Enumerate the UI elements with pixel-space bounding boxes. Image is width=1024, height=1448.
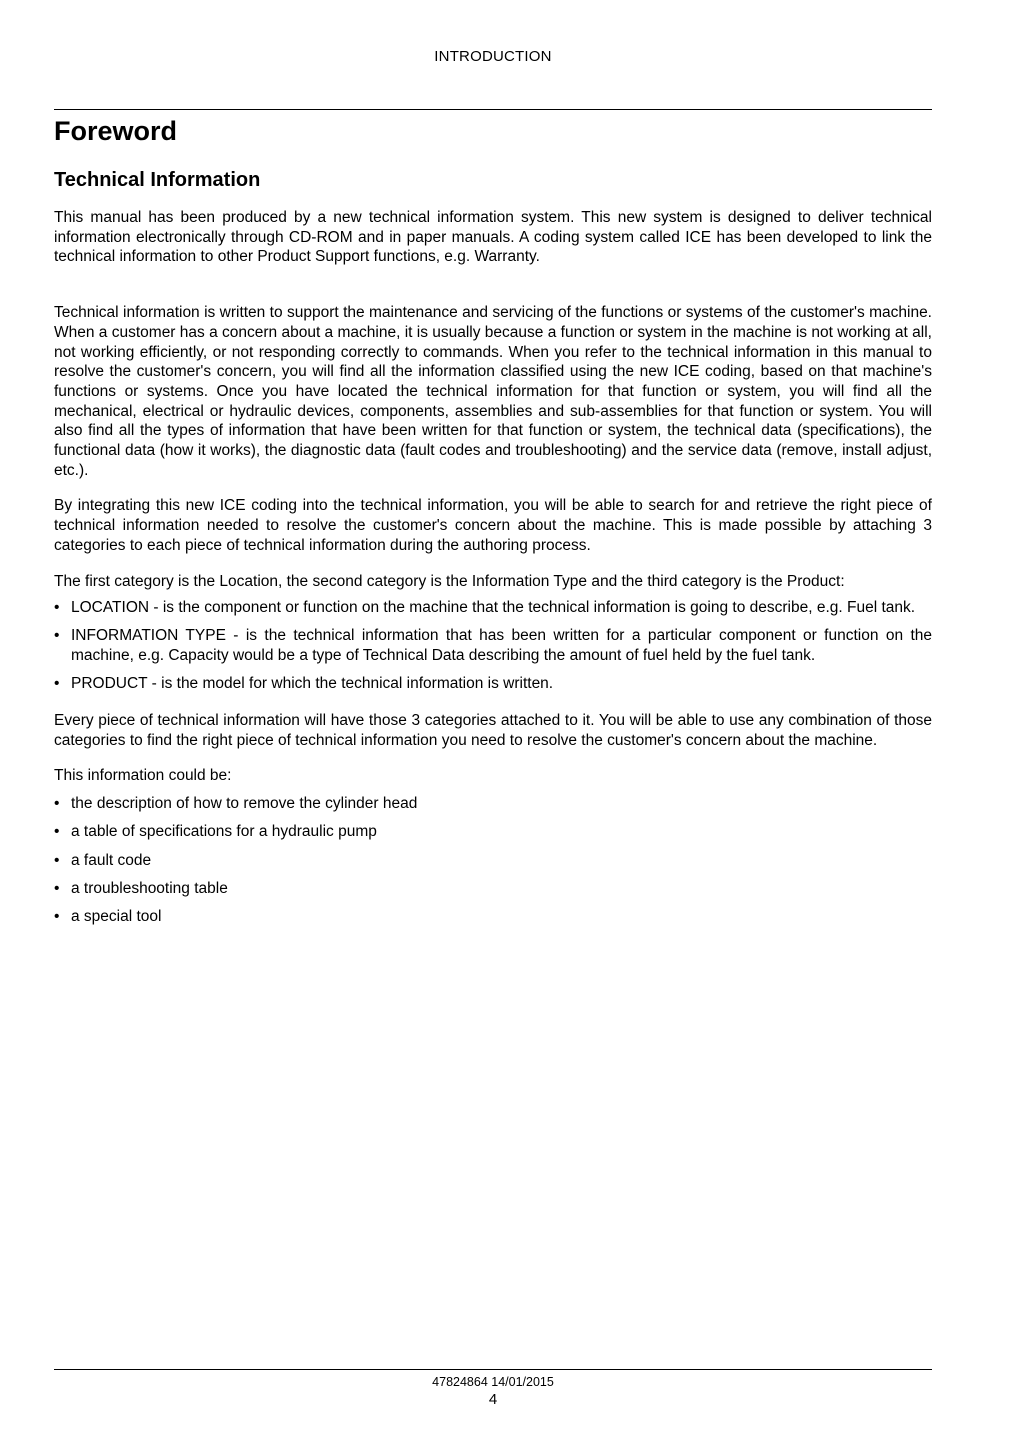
paragraph: This manual has been produced by a new technical information system. This new system is designed to deliver technical information electronically through CD-ROM and in paper manuals. A coding system called ICE has been developed to link the technical information to other Product Support functions, e.g. Warranty. [54,209,932,266]
list-item [54,794,932,814]
bullet-icon: • [54,675,60,693]
bullet-icon: • [54,795,60,813]
list-item-text: INFORMATION TYPE - is the technical information that has been written for a particular component or function on the machine, e.g. Capacity would be a type of Technical Data describing the amount of fuel held by the fuel tank. [71,627,932,665]
list-item-text: the description of how to remove the cylinder head [71,795,418,813]
list-item-text: a special tool [71,908,162,926]
header-rule [54,109,932,110]
list-item [54,822,932,842]
section-title: Technical Information [54,169,261,191]
bullet-icon: • [54,880,60,898]
bullet-icon: • [54,851,60,869]
list-item-text: a fault code [71,851,152,869]
bullet-icon: • [54,627,60,645]
page-number: 4 [488,1391,498,1408]
list-item-text: a troubleshooting table [71,880,228,898]
list-item [54,851,932,871]
list-item [54,879,932,899]
paragraph: Technical information is written to support the maintenance and servicing of the functions or systems of the customer's machine. When a customer has a concern about a machine, it is usually because a function or system in the machine is not working at all, not working efficiently, or not responding correctly to commands. When you refer to the technical information in this manual to resolve the customer's concern, you will find all the information classified using the new ICE coding, based on that machine's functions or systems. Once you have located the technical information for that function or system, you will find all the mechanical, electrical or hydraulic devices, components, assemblies and sub-assemblies for that function or system. You will also find all the types of information that have been written for that function or system, the technical data (specifications), the functional data (how it works), the diagnostic data (fault codes and troubleshooting) and the service data (remove, install adjust, etc.). [54,304,932,479]
bullet-icon: • [54,823,60,841]
list-item [54,626,932,665]
category-list [54,598,932,694]
paragraph: Every piece of technical information will have those 3 categories attached to it. You will be able to use any combination of those categories to find the right piece of technical information you need to resolve the customer's concern about the machine. [54,712,932,749]
paragraph: The first category is the Location, the second category is the Information Type and the third category is the Product: [54,572,845,590]
list-item [54,907,932,927]
paragraph: By integrating this new ICE coding into the technical information, you will be able to search for and retrieve the right piece of technical information needed to resolve the customer's concern about the machine. This is made possible by attaching 3 categories to each piece of technical information during the authoring process. [54,497,932,554]
page-content [54,112,932,927]
list-item-text: PRODUCT - is the model for which the technical information is written. [71,675,554,693]
paragraph: This information could be: [54,767,232,785]
list-item [54,598,932,618]
bullet-icon: • [54,908,60,926]
footer-rule [54,1369,932,1370]
list-item [54,674,932,694]
running-header: INTRODUCTION [434,48,552,65]
document-code: 47824864 14/01/2015 [432,1375,554,1389]
page-title: Foreword [54,116,178,146]
example-list [54,794,932,927]
list-item-text: LOCATION - is the component or function on the machine that the technical information is going to describe, e.g. Fuel tank. [71,599,916,617]
list-item-text: a table of specifications for a hydraulic pump [71,823,377,841]
bullet-icon: • [54,599,60,617]
